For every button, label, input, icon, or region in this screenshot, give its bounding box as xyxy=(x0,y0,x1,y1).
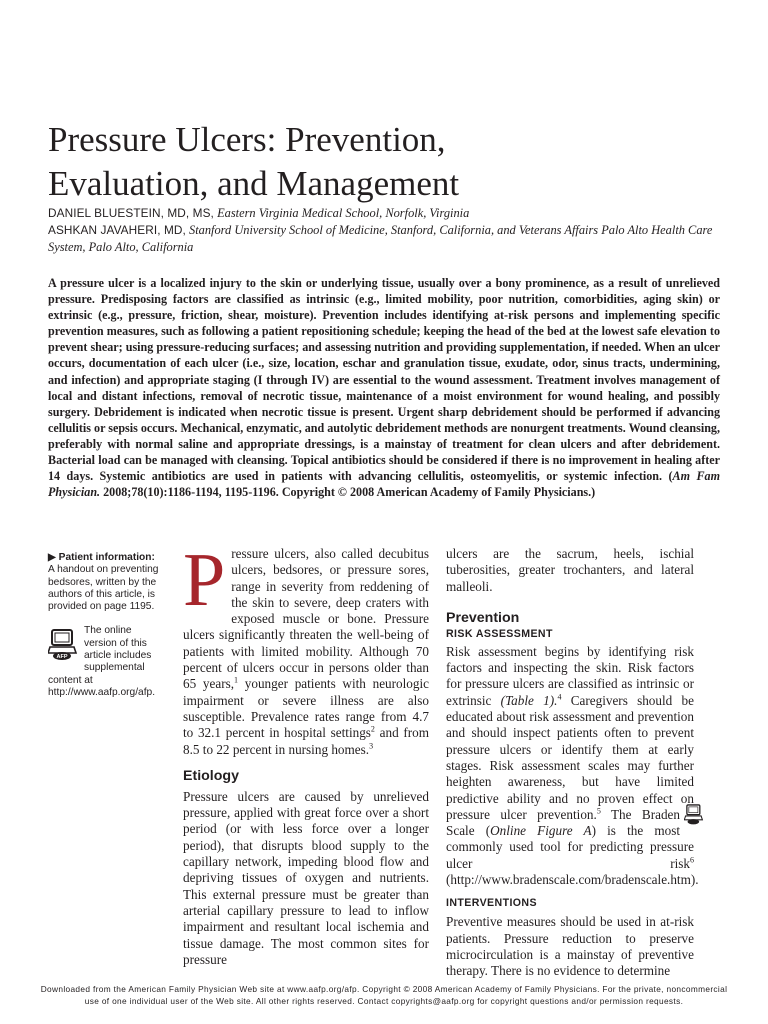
author-affiliation: Stanford University School of Medicine, Stanford, California, and Veterans Affairs Palo Alto Health Care System, Palo Alto, California xyxy=(48,223,713,254)
author-name: ASHKAN JAVAHERI, MD, xyxy=(48,223,186,237)
author-affiliation: Eastern Virginia Medical School, Norfolk, Virginia xyxy=(217,206,470,220)
reference-mark: 1 xyxy=(234,675,239,685)
title-line-1: Pressure Ulcers: Prevention, xyxy=(48,120,446,159)
abstract-body: A pressure ulcer is a localized injury to the skin or underlying tissue, usually over a bony prominence, as a result of unrelieved pressure. Predisposing factors are classified as intrinsic (e.g., limited mobility, poor nutrition, comorbidities, aging skin) or extrinsic (e.g., pressure, friction, shear, moisture). Prevention includes identifying at-risk persons and implementing specific prevention measures, such as following a patient repositioning schedule; keeping the head of the bed at the lowest safe elevation to prevent shear; using pressure-reducing surfaces; and assessing nutrition and providing supplementation, if needed. When an ulcer occurs, documentation of each ulcer (i.e., size, location, eschar and granulation tissue, exudate, odor, sinus tracts, undermining, and infection) and appropriate staging (I through IV) are essential to the wound assessment. Treatment involves management of local and distant infections, removal of necrotic tissue, maintenance of a moist environment for wound healing, and possibly surgery. Debridement is indicated when necrotic tissue is present. Urgent sharp debridement should be performed if advancing cellulitis or sepsis occurs. Mechanical, enzymatic, and autolytic debridement methods are nonurgent treatments. Wound cleansing, preferably with normal saline and appropriate dressings, is a mainstay of treatment for clean ulcers and after debridement. Bacterial load can be managed with cleansing. Topical antibiotics should be considered if there is no improvement in healing after 14 days. Systemic antibiotics are used in patients with advancing cellulitis, osteomyelitis, or systemic infection. xyxy=(48,276,720,484)
citation-open: ( xyxy=(668,469,673,484)
etiology-paragraph: Pressure ulcers are caused by unrelieved pressure, applied with great force over a short period (or with less force over a longer period), that disrupts blood supply to the capillary network, impeding blood flow and depriving tissues of oxygen and nutrients. This external pressure must be greater than arterial capillary pressure to lead to inflow impairment and resultant local ischemia and tissue damage. The most common sites for pressure xyxy=(183,788,429,967)
citation-journal: Am Fam Physician. xyxy=(48,469,720,500)
citation-rest: 2008;78(10):1186-1194, 1195-1196. Copyright © 2008 American Academy of Family Physicians.) xyxy=(100,485,596,500)
interventions-paragraph: Preventive measures should be used in at-risk patients. Pressure reduction to preserve microcirculation is a mainstay of preventive therapy. There is no evidence to determine xyxy=(446,914,694,979)
author-entry xyxy=(48,222,738,256)
body-column-1 xyxy=(183,538,429,968)
section-heading-etiology: Etiology xyxy=(183,767,239,784)
title-line-2: Evaluation, and Management xyxy=(48,164,460,203)
reference-mark: 2 xyxy=(370,724,375,734)
author-list xyxy=(48,205,738,256)
patient-information-heading: ▶ Patient information: xyxy=(48,552,155,563)
author-name: DANIEL BLUESTEIN, MD, MS, xyxy=(48,206,214,220)
risk-assessment-paragraph: Risk assessment begins by identifying risk factors and inspecting the skin. Risk factors for pressure ulcers are classified as intrinsic or extrinsic (Table 1).$^4$ Caregivers should be educated about risk assessment and prevention and should inspect patients often to prevent pressure ulcers or identify them at early stages. Risk assessment scales may further heighten awareness, but have limited predictive ability and no proven effect on pressure ulcer prevention.$^5$ The Braden Scale (Online Figure A) is the most commonly used tool for predicting pressure ulcer risk$^6$ (http://www.bradenscale.com/bradenscale.htm). xyxy=(446,644,694,888)
intro-paragraph: Pressure ulcers, also called decubitus ulcers, bedsores, or pressure sores, range in severity from reddening of the skin to severe, deep craters with exposed muscle or bone. Pressure ulcers significantly threaten the well-being of patients with limited mobility. Although 70 percent of ulcers occur in persons older than 65 years,$^1$ younger patients with neurologic impairment or severe illness are also susceptible. Prevalence rates range from 4.7 to 32.1 percent in hospital settings$^2$ and from 8.5 to 22 percent in nursing homes.$^3$ xyxy=(183,538,429,757)
author-entry xyxy=(48,205,738,222)
continued-paragraph: ulcers are the sacrum, heels, ischial tuberosities, greater trochanters, and lateral malleoli. xyxy=(446,546,694,594)
copyright-footer xyxy=(40,983,728,1007)
article-title xyxy=(48,118,738,206)
sidebar-notes xyxy=(48,552,160,699)
footer-line-1: Downloaded from the American Family Physician Web site at www.aafp.org/afp. Copyright © 2008 American Academy of Family Physicians. For the private, noncommercial xyxy=(40,984,728,994)
patient-information-text: A handout on preventing bedsores, written by the authors of this article, is provided on page 1195. xyxy=(48,564,159,613)
body-column-2 xyxy=(446,546,699,980)
table-reference: (Table 1). xyxy=(500,692,558,708)
abstract xyxy=(48,275,720,500)
online-content-icon xyxy=(48,627,78,661)
online-content-note xyxy=(48,625,160,699)
footer-line-2: use of one individual user of the Web site. All other rights reserved. Contact copyrights@aafp.org for copyright questions and/or permission requests. xyxy=(84,996,684,1006)
online-content-text: The online version of this article includes supplemental content at http://www.aafp.org/afp. xyxy=(48,625,156,698)
section-heading-prevention: Prevention xyxy=(446,609,520,626)
reference-mark: 5 xyxy=(596,806,601,816)
subheading-risk-assessment: RISK ASSESSMENT xyxy=(446,627,553,640)
reference-mark: 6 xyxy=(690,855,694,865)
reference-mark: 4 xyxy=(557,692,562,702)
patient-information-note xyxy=(48,552,160,613)
svg-text:AFP: AFP xyxy=(56,654,68,661)
drop-cap: P xyxy=(183,538,226,622)
subheading-interventions: INTERVENTIONS xyxy=(446,897,537,910)
reference-mark: 3 xyxy=(369,741,374,751)
online-figure-icon xyxy=(684,803,704,825)
figure-reference: Online Figure A xyxy=(490,823,592,839)
